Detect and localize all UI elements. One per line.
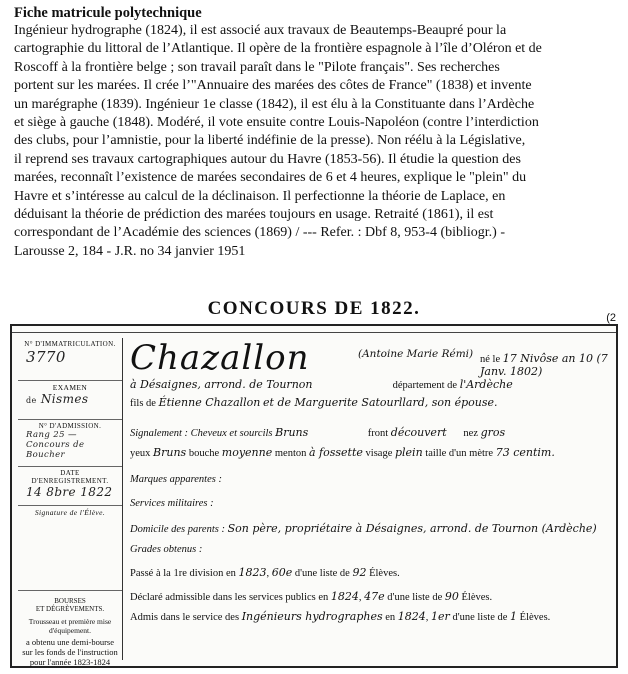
examen-prefix: de [26, 396, 37, 405]
admission-box [18, 420, 122, 467]
marques-label: Marques apparentes : [130, 474, 222, 485]
menton-label: menton [274, 448, 307, 459]
declare-label: Déclaré admissible dans les services publics en [130, 592, 329, 603]
admis-end: Élèves. [519, 612, 551, 623]
taille-label: taille d'un mètre [425, 448, 494, 459]
admis-row: Admis dans le service des Ingénieurs hydrographes en 1824, 1er d'une liste de 1 Élèves. [130, 610, 551, 623]
biography-title: Fiche matricule polytechnique [14, 5, 202, 21]
biography-line: Larousse 2, 184 - J.R. no 34 janvier 1951 [14, 243, 246, 259]
cheveux-label: Cheveux et sourcils [190, 428, 273, 439]
biography-block [14, 4, 618, 261]
page-mark: (2 [606, 312, 616, 324]
declare-rank: 47e [364, 590, 385, 603]
biography-line: marées, reconnaît l’existence de marées secondaires de 6 et 4 heures, explique le "plein" du [14, 170, 527, 186]
register-entry [130, 338, 610, 660]
examen-box [18, 381, 122, 420]
bourses-box [18, 591, 122, 667]
taille-value: 73 centim. [495, 446, 555, 459]
matricule-value: 3770 [26, 348, 66, 366]
passe-count: 92 [352, 566, 367, 579]
admis-label: Admis dans le service des [130, 612, 240, 623]
parents-row [130, 396, 610, 409]
biography-line: déduisant la théorie de prédiction des marées toujours en usage. Retraité (1861), il est [14, 207, 494, 223]
declare-row: Déclaré admissible dans les services publics en 1824, 47e d'une liste de 90 Élèves. [130, 590, 493, 603]
domicile-label: Domicile des parents : [130, 524, 225, 535]
declare-count: 90 [444, 590, 459, 603]
register-left-column [18, 338, 123, 667]
dept-value: l'Ardèche [459, 378, 513, 391]
declare-end: Élèves. [461, 592, 493, 603]
passe-year: 1823 [238, 566, 267, 579]
card-top-rule [12, 332, 616, 333]
matricule-box [18, 338, 122, 381]
admis-rank: 1er [431, 610, 450, 623]
father-value: Étienne Chazallon [158, 396, 261, 409]
biography-line: un marégraphe (1839). Ingénieur 1e classe (1842), il est élu à la Constituante dans l’Ardèche [14, 96, 535, 112]
visage-value: plein [394, 446, 423, 459]
biography-line: portent sur les marées. Il crée l’"Annuaire des marées des côtes de France" (1838) et invente [14, 78, 532, 94]
biography-line: et siège à gauche (1848). Modéré, il vote ensuite contre Louis-Napoléon (contre l’interdiction [14, 115, 539, 131]
admis-count: 1 [510, 610, 518, 623]
front-label: front [367, 428, 389, 439]
register-card [10, 324, 618, 668]
admis-service: Ingénieurs hydrographes [241, 610, 383, 623]
services-label: Services militaires : [130, 498, 214, 509]
examen-value: Nismes [40, 392, 89, 406]
biography-line: des clubs, pour l’amnistie, pour la liberté indéfinie de la presse). Non réélu à la Législative, [14, 133, 526, 149]
cheveux-value: Bruns [275, 426, 309, 439]
front-value: découvert [390, 426, 447, 439]
examen-label: EXAMEN [52, 383, 88, 392]
bourses-label: BOURSES [54, 597, 86, 605]
dept-label: département de [392, 380, 458, 391]
biography-line: Havre et s’intéresse au calcul de la déclinaison. Il perfectionne la théorie de Laplace, en [14, 188, 506, 204]
biography-line: Roscoff à la frontière belge ; son travail paraît dans le "Pilote français". Ses recherches [14, 59, 500, 75]
degrev-label: ET DÉGRÈVEMENTS. [35, 605, 105, 613]
passe-label: Passé à la 1re division en [130, 568, 236, 579]
domicile-row [130, 522, 610, 535]
biography-line: correspondant de l’Académie des sciences (1869) / --- Refer. : Dbf 8, 953-4 (bibliogr.) - [14, 225, 506, 241]
declare-year: 1824 [330, 590, 359, 603]
signalement-row-2 [130, 446, 610, 459]
concours-heading: CONCOURS DE 1822. [207, 298, 421, 319]
biography-line: Ingénieur hydrographe (1824), il est associé aux travaux de Beautemps-Beaupré pour la [14, 23, 507, 38]
born-label: né le [480, 354, 501, 365]
domicile-value: Son père, propriétaire à Désaignes, arrond. de Tournon (Ardèche) [227, 522, 597, 535]
declare-mid: d'une liste de [387, 592, 443, 603]
date-label: DATE [60, 469, 80, 477]
admission-value: Rang 25 — Concours de Boucher [26, 430, 85, 460]
passe-row: Passé à la 1re division en 1823, 60e d'une liste de 92 Élèves. [130, 566, 400, 579]
enreg-label: D'ENREGISTREMENT. [31, 477, 109, 485]
bouche-value: moyenne [221, 446, 273, 459]
passe-rank: 60e [271, 566, 293, 579]
examen-value-line [20, 392, 120, 406]
nez-label: nez [463, 428, 478, 439]
mother-value: et de Marguerite Satourllard, son épouse. [263, 396, 498, 409]
passe-mid: d'une liste de [294, 568, 350, 579]
bouche-label: bouche [188, 448, 220, 459]
admission-label: N° D'ADMISSION. [38, 422, 102, 430]
student-name: Chazallon [130, 338, 310, 378]
born-value: 17 Nivôse an 10 (7 Janv. 1802) [480, 352, 608, 378]
given-names: (Antoine Marie Rémi) [358, 348, 474, 360]
admis-mid: d'une liste de [452, 612, 508, 623]
passe-end: Élèves. [369, 568, 400, 579]
signalement-label: Signalement : [130, 428, 189, 439]
yeux-label: yeux [130, 448, 151, 459]
place-value: à Désaignes, arrond. de Tournon [130, 378, 313, 391]
signature-box [18, 506, 122, 591]
biography-line: cartographie du littoral de l’Atlantique. Il opère de la frontière espagnole à l’île d’Oléron et de [14, 41, 542, 57]
yeux-value: Bruns [153, 446, 187, 459]
fils-label: fils de [130, 398, 156, 409]
visage-label: visage [365, 448, 393, 459]
biography-line: il reprend ses travaux cartographiques autour du Havre (1853-56). Il étudie la question des [14, 151, 521, 167]
admis-mid0: en [385, 612, 396, 623]
signature-label: Signature de l'Élève. [34, 508, 106, 517]
birth-line [480, 352, 610, 378]
matricule-label: N° D'IMMATRICULATION. [24, 340, 116, 348]
trousseau-value: a obtenu une demi-bourse sur les fonds de l'instruction pour l'année 1823-1824 [22, 637, 118, 667]
signalement-row-1 [130, 426, 610, 439]
date-box [18, 467, 122, 506]
date-value: 14 8bre 1822 [26, 485, 113, 499]
trousseau-label: Trousseau et première mise d'équipement. [28, 617, 112, 635]
menton-value: à fossette [309, 446, 363, 459]
place-row [130, 378, 610, 391]
nez-value: gros [480, 426, 506, 439]
admis-year: 1824 [397, 610, 426, 623]
grades-label: Grades obtenus : [130, 544, 203, 555]
